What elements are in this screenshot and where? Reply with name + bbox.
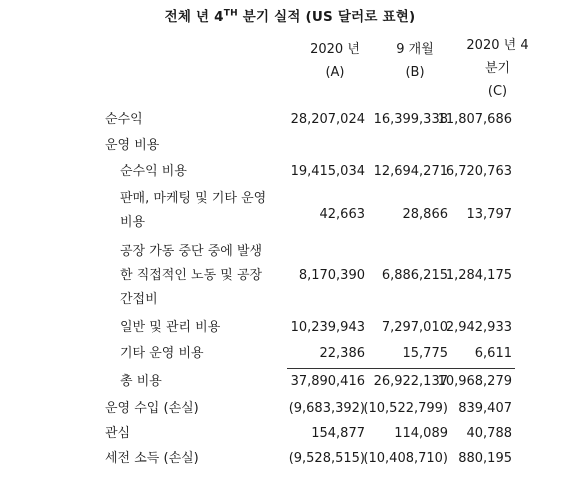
- column-header-b-letter: (B): [405, 65, 425, 80]
- column-header-b: [385, 38, 445, 84]
- value-b: 26,922,137: [373, 374, 448, 389]
- row-label: 관심: [105, 426, 131, 441]
- value-c: 839,407: [458, 401, 512, 416]
- row-label: 기타 운영 비용: [120, 346, 204, 361]
- value-a: 28,207,024: [290, 112, 365, 127]
- table-row-pretax-income: [0, 446, 580, 472]
- value-b: 12,694,271: [373, 164, 448, 179]
- value-a: (9,528,515): [288, 451, 365, 466]
- column-header-a-letter: (A): [325, 65, 345, 80]
- row-values: [0, 263, 580, 289]
- value-c: 11,807,686: [437, 112, 512, 127]
- column-header-a: [300, 38, 370, 84]
- value-a: 10,239,943: [290, 320, 365, 335]
- column-header-c-quarter: 분기: [484, 61, 511, 76]
- value-c: 2,942,933: [445, 320, 512, 335]
- row-label: 순수익 비용: [120, 164, 187, 179]
- value-c: 13,797: [466, 207, 512, 222]
- column-header-a-year: 2020 년: [310, 42, 360, 57]
- value-b: (10,522,799): [363, 401, 448, 416]
- column-header-b-period: 9 개월: [396, 42, 434, 57]
- value-b: 15,775: [402, 346, 448, 361]
- title-rest: 분기 실적 (US 달러로 표현): [237, 9, 416, 25]
- value-c: 6,720,763: [445, 164, 512, 179]
- title-main: 전체 년 4: [164, 9, 224, 25]
- row-label-line-2: 비용: [120, 215, 146, 230]
- value-b: 28,866: [402, 207, 448, 222]
- value-a: 8,170,390: [298, 268, 365, 283]
- value-a: 19,415,034: [290, 164, 365, 179]
- value-b: 7,297,010: [381, 320, 448, 335]
- column-header-c: [455, 34, 540, 103]
- value-c: 880,195: [458, 451, 512, 466]
- row-label-line-3: 간접비: [120, 292, 158, 307]
- value-a: (9,683,392): [288, 401, 365, 416]
- value-b: 114,089: [394, 426, 448, 441]
- table-row-operating-costs: [0, 133, 580, 159]
- table-row-cost-of-revenue: [0, 159, 580, 185]
- row-label-line-1: 판매, 마케팅 및 기타 운영: [120, 191, 267, 206]
- row-label: 순수익: [105, 112, 143, 127]
- row-label: 총 비용: [120, 374, 162, 389]
- row-label: 운영 수입 (손실): [105, 401, 199, 416]
- column-header-c-letter: (C): [487, 84, 508, 99]
- table-row-total-costs: [0, 369, 580, 395]
- value-b: 6,886,215: [381, 268, 448, 283]
- row-label: 일반 및 관리 비용: [120, 320, 221, 335]
- table-row-interest: [0, 421, 580, 447]
- table-row-operating-income: [0, 396, 580, 422]
- row-label-line-2: 한 직접적인 노동 및 공장: [120, 268, 263, 283]
- value-a: 154,877: [311, 426, 365, 441]
- column-header-c-year: 2020 년 4: [466, 38, 529, 53]
- row-label-line-1: 공장 가동 중단 중에 발생: [120, 244, 263, 259]
- table-row-net-revenue: [0, 107, 580, 133]
- statement-title: [0, 5, 580, 25]
- value-a: 42,663: [319, 207, 365, 222]
- value-c: 40,788: [466, 426, 512, 441]
- value-a: 22,386: [319, 346, 365, 361]
- value-c: 10,968,279: [437, 374, 512, 389]
- row-label: 세전 소득 (손실): [105, 451, 199, 466]
- row-label: 운영 비용: [105, 138, 160, 153]
- value-b: (10,408,710): [363, 451, 448, 466]
- value-c: 1,284,175: [445, 268, 512, 283]
- value-c: 6,611: [474, 346, 512, 361]
- value-b: 16,399,338: [373, 112, 448, 127]
- value-a: 37,890,416: [290, 374, 365, 389]
- table-row-general-admin: [0, 315, 580, 341]
- table-row-other-operating: [0, 341, 580, 367]
- title-superscript: TH: [223, 8, 238, 19]
- row-values: [0, 202, 580, 228]
